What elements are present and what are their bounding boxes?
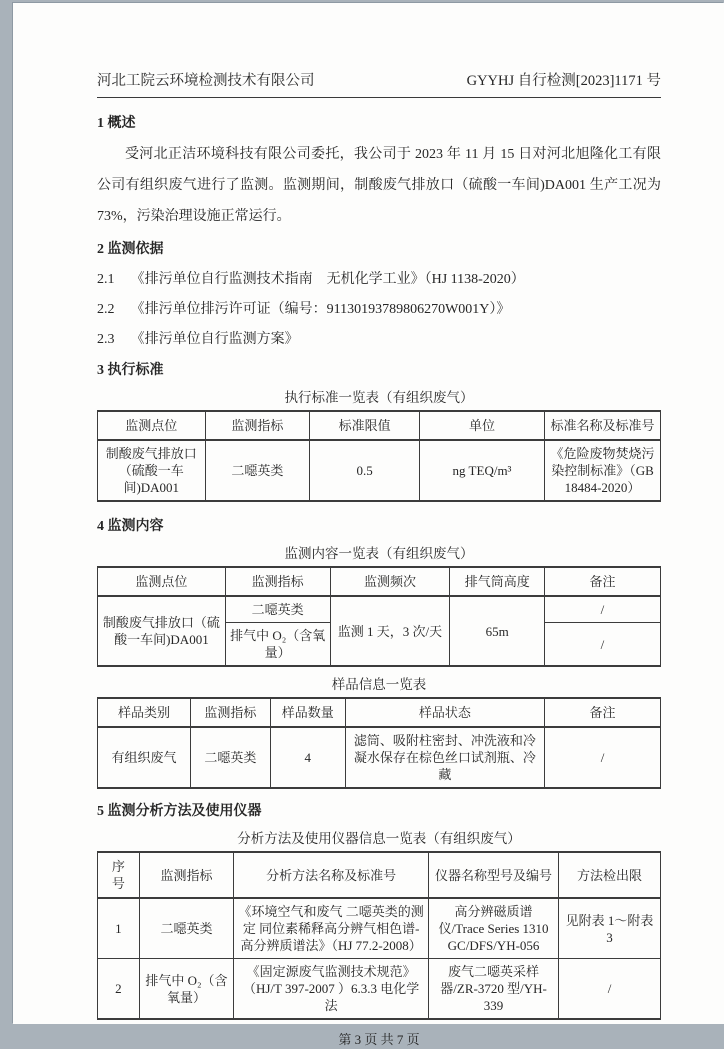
cell-method-name: 《环境空气和废气 二噁英类的测定 同位素稀释高分辨气相色谱-高分辨质谱法》（HJ 77.2-2008） <box>234 898 429 959</box>
cell-remark-2: / <box>544 623 660 667</box>
cell-limit: 0.5 <box>310 440 420 501</box>
cell-sample-state: 滤筒、吸附柱密封、冲洗液和冷凝水保存在棕色丝口试剂瓶、冷藏 <box>345 727 544 788</box>
sample-table-header-row <box>98 698 661 727</box>
th-serial-number-label: 序号 <box>111 859 125 891</box>
cell-standard-name: 《危险废物焚烧污染控制标准》（GB 18484-2020） <box>545 440 661 501</box>
cell-indicator-dioxin: 二噁英类 <box>225 596 330 623</box>
basis-item-3-number: 2.3 <box>97 332 115 347</box>
method-table-caption: 分析方法及使用仪器信息一览表（有组织废气） <box>237 831 521 846</box>
method-table-row-2 <box>98 959 661 1020</box>
report-page <box>13 3 724 1047</box>
cell-sample-category: 有组织废气 <box>98 727 191 788</box>
method-table-header-row <box>98 852 661 898</box>
th-unit: 单位 <box>420 411 545 440</box>
th-sample-quantity: 样品数量 <box>270 698 345 727</box>
cell-indicator: 二噁英类 <box>205 440 310 501</box>
cell-serial-number: 1 <box>98 898 140 959</box>
cell-sample-quantity: 4 <box>270 727 345 788</box>
section-5-title: 5 监测分析方法及使用仪器 <box>97 804 262 819</box>
cell-stack-height: 65m <box>450 596 545 666</box>
cell-remark: / <box>545 727 661 788</box>
doc-number: GYYHJ 自行检测[2023]1171 号 <box>466 73 661 89</box>
cell-indicator: 二噁英类 <box>190 727 270 788</box>
sample-table-caption: 样品信息一览表 <box>331 677 427 692</box>
th-monitoring-point: 监测点位 <box>98 567 226 596</box>
section-4-title: 4 监测内容 <box>97 519 164 534</box>
th-remark: 备注 <box>545 698 661 727</box>
th-instrument: 仪器名称型号及编号 <box>429 852 559 898</box>
th-stack-height: 排气筒高度 <box>450 567 545 596</box>
th-frequency: 监测频次 <box>330 567 450 596</box>
basis-item-2 <box>97 301 661 319</box>
cell-unit: ng TEQ/m³ <box>420 440 545 501</box>
th-detection-limit: 方法检出限 <box>559 852 661 898</box>
th-indicator: 监测指标 <box>225 567 330 596</box>
content-table-caption: 监测内容一览表（有组织废气） <box>284 546 474 561</box>
monitoring-content-table <box>97 566 661 667</box>
content-table-row-1 <box>98 596 661 623</box>
th-indicator: 监测指标 <box>139 852 234 898</box>
th-remark: 备注 <box>544 567 660 596</box>
basis-item-1-text: 《排污单位自行监测技术指南 无机化学工业》（HJ 1138-2020） <box>130 272 525 287</box>
cell-indicator-oxygen: 排气中 O₂（含氧量） <box>225 623 330 667</box>
analysis-method-table <box>97 851 661 1020</box>
section-1-title: 1 概述 <box>97 116 136 131</box>
basis-item-2-number: 2.2 <box>97 302 115 317</box>
cell-indicator: 二噁英类 <box>139 898 234 959</box>
th-monitoring-point: 监测点位 <box>98 411 206 440</box>
th-sample-category: 样品类别 <box>98 698 191 727</box>
company-name: 河北工院云环境检测技术有限公司 <box>97 73 315 89</box>
report-header <box>97 71 661 98</box>
cell-method-name: 《固定源废气监测技术规范》（HJ/T 397-2007 ）6.3.3 电化学法 <box>234 959 429 1020</box>
cell-instrument: 废气二噁英采样器/ZR-3720 型/YH-339 <box>429 959 559 1020</box>
standards-table-header-row <box>98 411 661 440</box>
cell-monitoring-point: 制酸废气排放口（硫酸一车间)DA001 <box>98 440 206 501</box>
cell-detection-limit: / <box>559 959 661 1020</box>
basis-item-1 <box>97 271 661 289</box>
section-2-title: 2 监测依据 <box>97 242 164 257</box>
cell-frequency: 监测 1 天，3 次/天 <box>330 596 450 666</box>
sample-info-table <box>97 697 661 789</box>
standards-table-row <box>98 440 661 501</box>
th-limit: 标准限值 <box>310 411 420 440</box>
standards-table <box>97 410 661 502</box>
th-indicator: 监测指标 <box>205 411 310 440</box>
cell-serial-number: 2 <box>98 959 140 1020</box>
cell-indicator: 排气中 O₂（含氧量） <box>139 959 234 1020</box>
cell-detection-limit: 见附表 1～附表 3 <box>559 898 661 959</box>
cell-remark-1: / <box>544 596 660 623</box>
sample-table-row <box>98 727 661 788</box>
cell-instrument: 高分辨磁质谱仪/Trace Series 1310 GC/DFS/YH-056 <box>429 898 559 959</box>
cell-monitoring-point: 制酸废气排放口（硫酸一车间)DA001 <box>98 596 226 666</box>
basis-item-3-text: 《排污单位自行监测方案》 <box>130 332 299 347</box>
standards-table-caption: 执行标准一览表（有组织废气） <box>284 390 474 405</box>
basis-item-2-text: 《排污单位排污许可证（编号：91130193789806270W001Y）》 <box>130 302 511 317</box>
basis-item-3 <box>97 331 661 349</box>
content-table-header-row <box>98 567 661 596</box>
basis-item-1-number: 2.1 <box>97 272 115 287</box>
th-method-name: 分析方法名称及标准号 <box>234 852 429 898</box>
section-3-title: 3 执行标准 <box>97 363 164 378</box>
overview-paragraph: 受河北正洁环境科技有限公司委托，我公司于 2023 年 11 月 15 日对河北旭隆化工有限公司有组织废气进行了监测。监测期间，制酸废气排放口（硫酸一车间)DA001 生产工况为 73%，污染治理设施正常运行。 <box>97 147 661 224</box>
th-sample-state: 样品状态 <box>345 698 544 727</box>
th-serial-number <box>98 852 140 898</box>
th-standard-name: 标准名称及标准号 <box>545 411 661 440</box>
page-footer: 第 3 页 共 7 页 <box>338 1032 420 1047</box>
method-table-row-1 <box>98 898 661 959</box>
th-indicator: 监测指标 <box>190 698 270 727</box>
